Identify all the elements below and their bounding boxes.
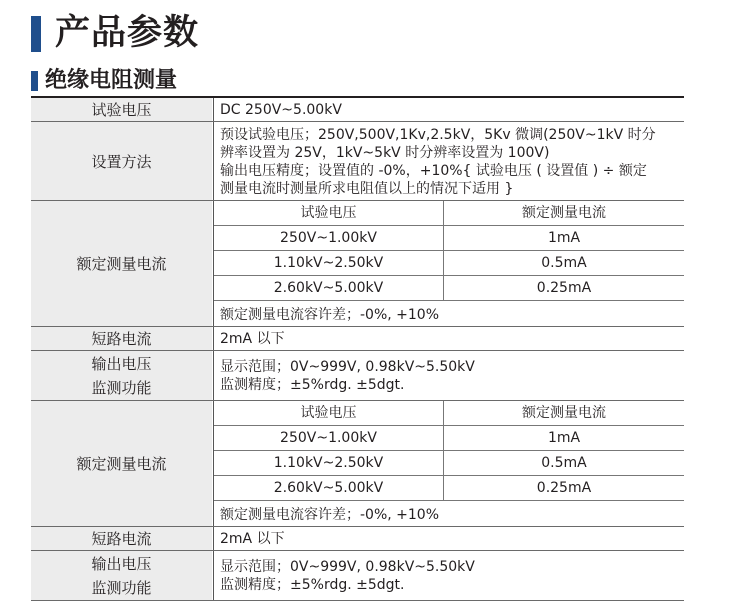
subtable-header bbox=[214, 401, 684, 426]
subtable-row bbox=[214, 251, 684, 276]
row-label: 额定测量电流 bbox=[31, 201, 212, 327]
row-value bbox=[213, 551, 684, 601]
header-test-voltage: 试验电压 bbox=[300, 205, 357, 221]
cell-voltage: 1.10kV~2.50kV bbox=[273, 255, 384, 271]
spec-row-output-monitor bbox=[31, 351, 684, 401]
label-line: 监测功能 bbox=[91, 379, 152, 397]
header-rated-current: 额定测量电流 bbox=[443, 201, 684, 225]
subtable-row bbox=[214, 476, 684, 501]
cell-voltage: 250V~1.00kV bbox=[280, 230, 377, 246]
cell-current: 0.5mA bbox=[443, 451, 684, 475]
tolerance-note: 额定测量电流容许差；-0%, +10% bbox=[220, 507, 440, 523]
test-voltage-value: DC 250V~5.00kV bbox=[220, 102, 342, 118]
label-line: 输出电压 bbox=[91, 555, 152, 573]
subtable-row bbox=[214, 426, 684, 451]
short-circuit-value: 2mA 以下 bbox=[220, 531, 285, 547]
cell-voltage: 2.60kV~5.00kV bbox=[273, 280, 384, 296]
spec-row-short-circuit bbox=[31, 327, 684, 351]
page-title: 产品参数 bbox=[55, 13, 200, 53]
row-label: 额定测量电流 bbox=[31, 401, 212, 527]
cell-current: 0.5mA bbox=[443, 251, 684, 275]
subtable-row bbox=[214, 451, 684, 476]
monitor-accuracy: 监测精度；±5%rdg. ±5dgt. bbox=[220, 377, 405, 393]
header-test-voltage: 试验电压 bbox=[300, 405, 357, 421]
row-value bbox=[213, 327, 684, 351]
cell-current: 1mA bbox=[443, 226, 684, 250]
row-value bbox=[213, 527, 684, 551]
cell-voltage: 250V~1.00kV bbox=[280, 430, 377, 446]
section-title: 绝缘电阻测量 bbox=[45, 68, 178, 93]
row-value bbox=[213, 201, 684, 327]
row-divider bbox=[31, 600, 684, 601]
row-value bbox=[213, 401, 684, 527]
row-label bbox=[31, 551, 212, 601]
label-line: 监测功能 bbox=[91, 579, 152, 597]
spec-row-rated-current bbox=[31, 401, 684, 527]
spec-row-test-voltage bbox=[31, 98, 684, 122]
label-line: 输出电压 bbox=[91, 355, 152, 373]
header-rated-current: 额定测量电流 bbox=[443, 401, 684, 425]
section-accent-bar bbox=[31, 71, 38, 91]
subtable-row bbox=[214, 226, 684, 251]
row-label bbox=[31, 351, 212, 401]
monitor-accuracy: 监测精度；±5%rdg. ±5dgt. bbox=[220, 577, 405, 593]
spec-row-setting-method bbox=[31, 122, 684, 201]
display-range: 显示范围；0V~999V, 0.98kV~5.50kV bbox=[220, 559, 475, 575]
row-label: 设置方法 bbox=[31, 122, 212, 201]
subtable-row bbox=[214, 276, 684, 301]
setting-line: 输出电压精度；设置值的 -0%，+10%{ 试验电压 ( 设置值 ) ÷ 额定 bbox=[220, 162, 647, 179]
cell-current: 1mA bbox=[443, 426, 684, 450]
row-value bbox=[213, 351, 684, 401]
display-range: 显示范围；0V~999V, 0.98kV~5.50kV bbox=[220, 359, 475, 375]
cell-current: 0.25mA bbox=[443, 476, 684, 500]
row-label: 短路电流 bbox=[31, 527, 212, 551]
heading-accent-bar bbox=[31, 16, 41, 52]
subtable-header bbox=[214, 201, 684, 226]
setting-line: 辨率设置为 25V，1kV~5kV 时分辨率设置为 100V) bbox=[220, 144, 550, 161]
row-label: 试验电压 bbox=[31, 98, 212, 122]
spec-row-rated-current bbox=[31, 201, 684, 327]
row-value bbox=[213, 98, 684, 122]
short-circuit-value: 2mA 以下 bbox=[220, 331, 285, 347]
cell-current: 0.25mA bbox=[443, 276, 684, 300]
cell-voltage: 2.60kV~5.00kV bbox=[273, 480, 384, 496]
row-label: 短路电流 bbox=[31, 327, 212, 351]
spec-row-short-circuit bbox=[31, 527, 684, 551]
setting-line: 测量电流时测量所求电阻值以上的情况下适用 } bbox=[220, 180, 514, 197]
tolerance-note: 额定测量电流容许差；-0%, +10% bbox=[220, 307, 440, 323]
spec-row-output-monitor bbox=[31, 551, 684, 601]
row-value bbox=[213, 122, 684, 201]
setting-line: 预设试验电压；250V,500V,1Kv,2.5kV，5Kv 微调(250V~1kV 时分 bbox=[220, 126, 656, 143]
cell-voltage: 1.10kV~2.50kV bbox=[273, 455, 384, 471]
